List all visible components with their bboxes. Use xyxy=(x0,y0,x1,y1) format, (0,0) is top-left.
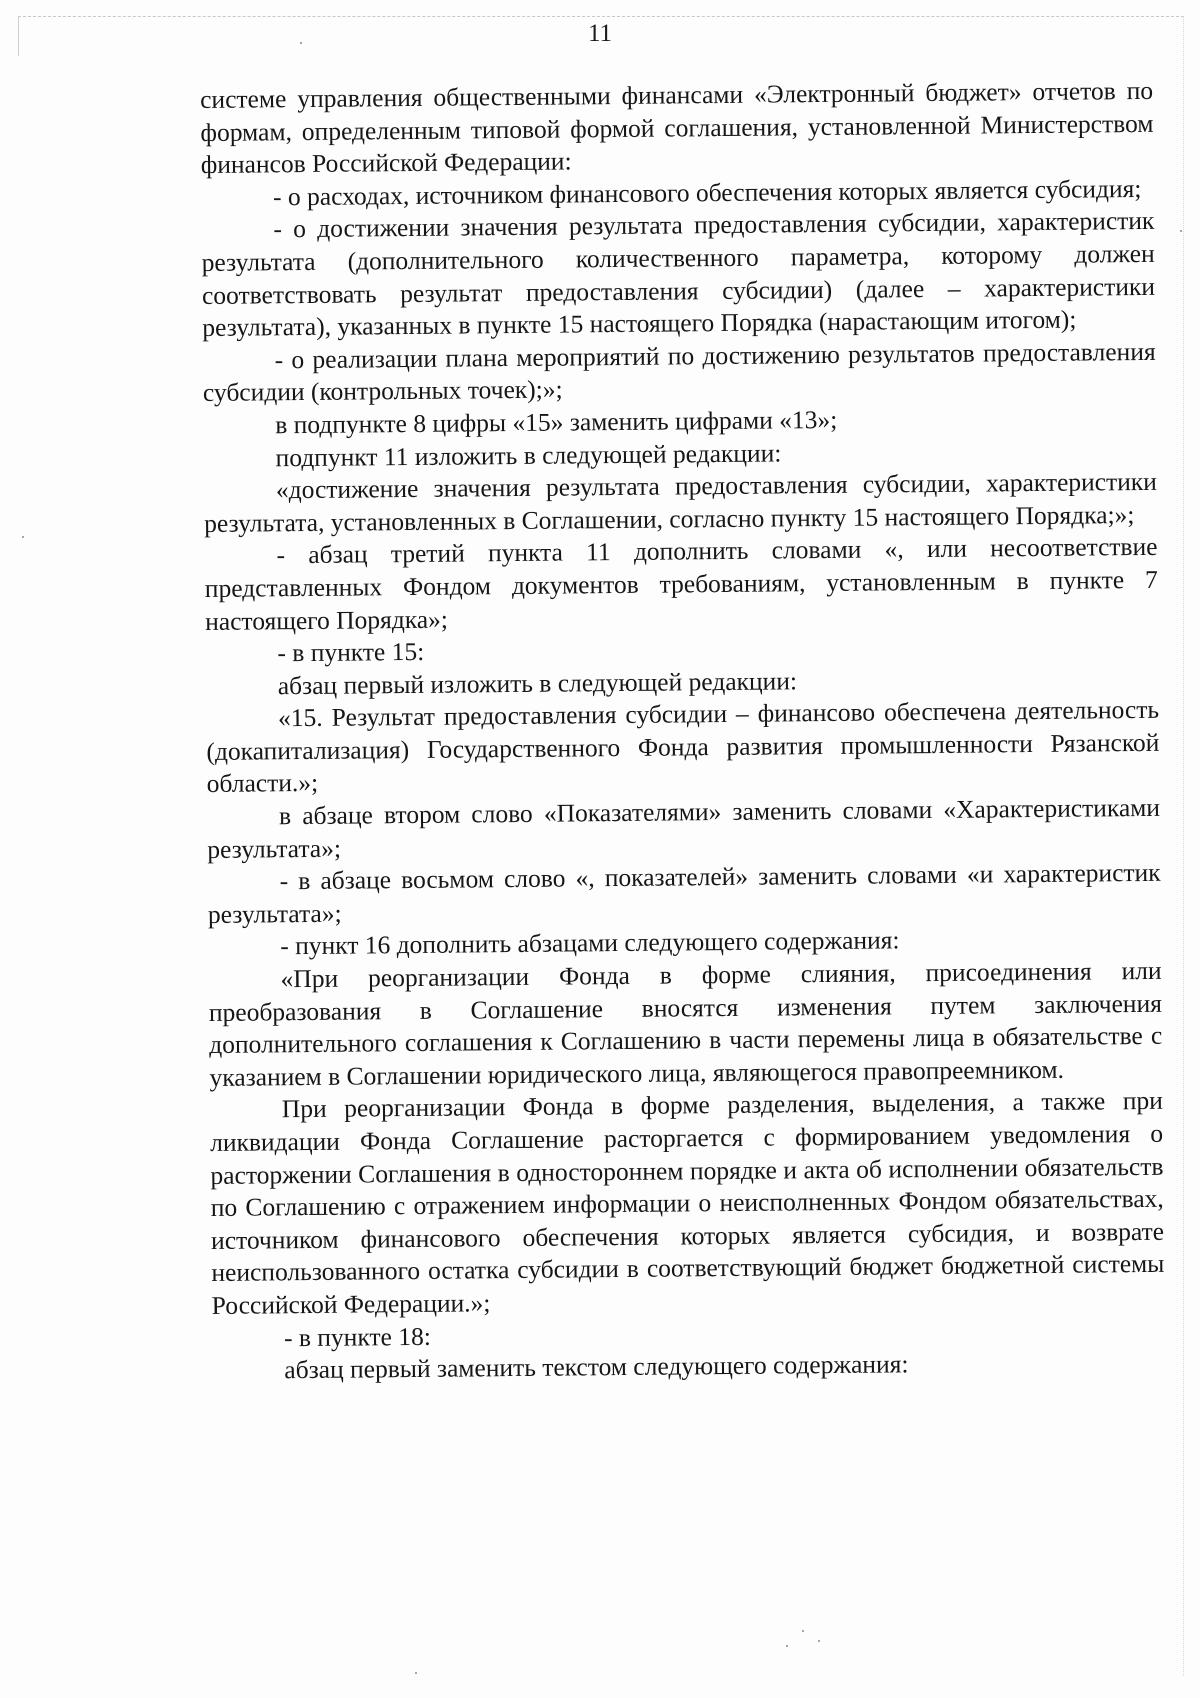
paragraph: - о расходах, источником финансового обеспечения которых является субсидия; xyxy=(272,173,1142,212)
paragraph: - о реализации плана мероприятий по достижению результатов предоставления субсидии (контрольных точек);»; xyxy=(202,336,1156,408)
scan-right-edge xyxy=(1183,16,1184,1676)
scan-speck xyxy=(22,536,24,538)
paragraph: «15. Результат предоставления субсидии – финансово обеспечена деятельность (докапитализация) Государственного Фонда развития промышленности Рязанской области.»; xyxy=(206,695,1160,799)
paragraph: абзац первый заменить текстом следующего содержания: xyxy=(284,1349,909,1385)
scan-speck xyxy=(1180,230,1182,232)
paragraph: в абзаце втором слово «Показателями» заменить словами «Характеристиками результата»; xyxy=(207,792,1161,864)
paragraph: «При реорганизации Фонда в форме слияния, присоединения или преобразования в Соглашение вносятся изменения путем заключения дополнительного соглашения к Соглашению в части перемены лица в обязательстве с указанием в Соглашении юридического лица, являющегося правопреемником. xyxy=(208,955,1163,1092)
paragraph: - абзац третий пункта 11 дополнить словами «, или несоответствие представленных Фондом документов требованиям, установленным в пункте 7 настоящего Порядка»; xyxy=(204,532,1158,636)
paragraph: - в абзаце восьмом слово «, показателей» заменить словами «и характеристик результата»; xyxy=(207,858,1161,929)
paragraph: абзац первый изложить в следующей редакции: xyxy=(277,665,798,700)
paragraph: в подпункте 8 цифры «15» заменить цифрами «13»; xyxy=(275,404,838,440)
scan-speck xyxy=(818,1640,820,1642)
paragraph: - о достижении значения результата предоставления субсидии, характеристик результата (дополнительного количественного параметра, которому должен соответствовать результат предоставления субсидии) (далее – характеристики результата), указанных в пункте 15 настоящего Порядка (нарастающим итогом); xyxy=(201,206,1156,343)
paragraph: - в пункте 15: xyxy=(277,636,425,668)
scan-speck xyxy=(786,1645,788,1647)
paragraph: подпункт 11 изложить в следующей редакции: xyxy=(275,437,782,472)
document-body xyxy=(200,75,1165,1388)
scan-top-edge xyxy=(18,16,1184,17)
paragraph: - пункт 16 дополнить абзацами следующего содержания: xyxy=(280,925,900,961)
scan-speck xyxy=(415,1672,417,1674)
scan-speck xyxy=(802,1630,804,1632)
paragraph: При реорганизации Фонда в форме разделения, выделения, а также при ликвидации Фонда Соглашение расторгается с формированием уведомления о расторжении Соглашения в одностороннем порядке и акта об исполнении обязательств по Соглашению с отражением информации о неисполненных Фондом обязательствах, источником финансового обеспечения которых является субсидия, и возврате неиспользованного остатка субсидии в соответствующий бюджет бюджетной системы Российской Федерации.»; xyxy=(210,1086,1165,1320)
paragraph: системе управления общественными финансами «Электронный бюджет» отчетов по формам, определенным типовой формой соглашения, установленной Министерством финансов Российской Федерации: xyxy=(200,75,1154,180)
page-number: 11 xyxy=(587,20,613,47)
paragraph: - в пункте 18: xyxy=(283,1321,431,1352)
paragraph: «достижение значения результата предоставления субсидии, характеристики результата, установленных в Соглашении, согласно пункту 15 настоящего Порядка;»; xyxy=(204,466,1157,538)
